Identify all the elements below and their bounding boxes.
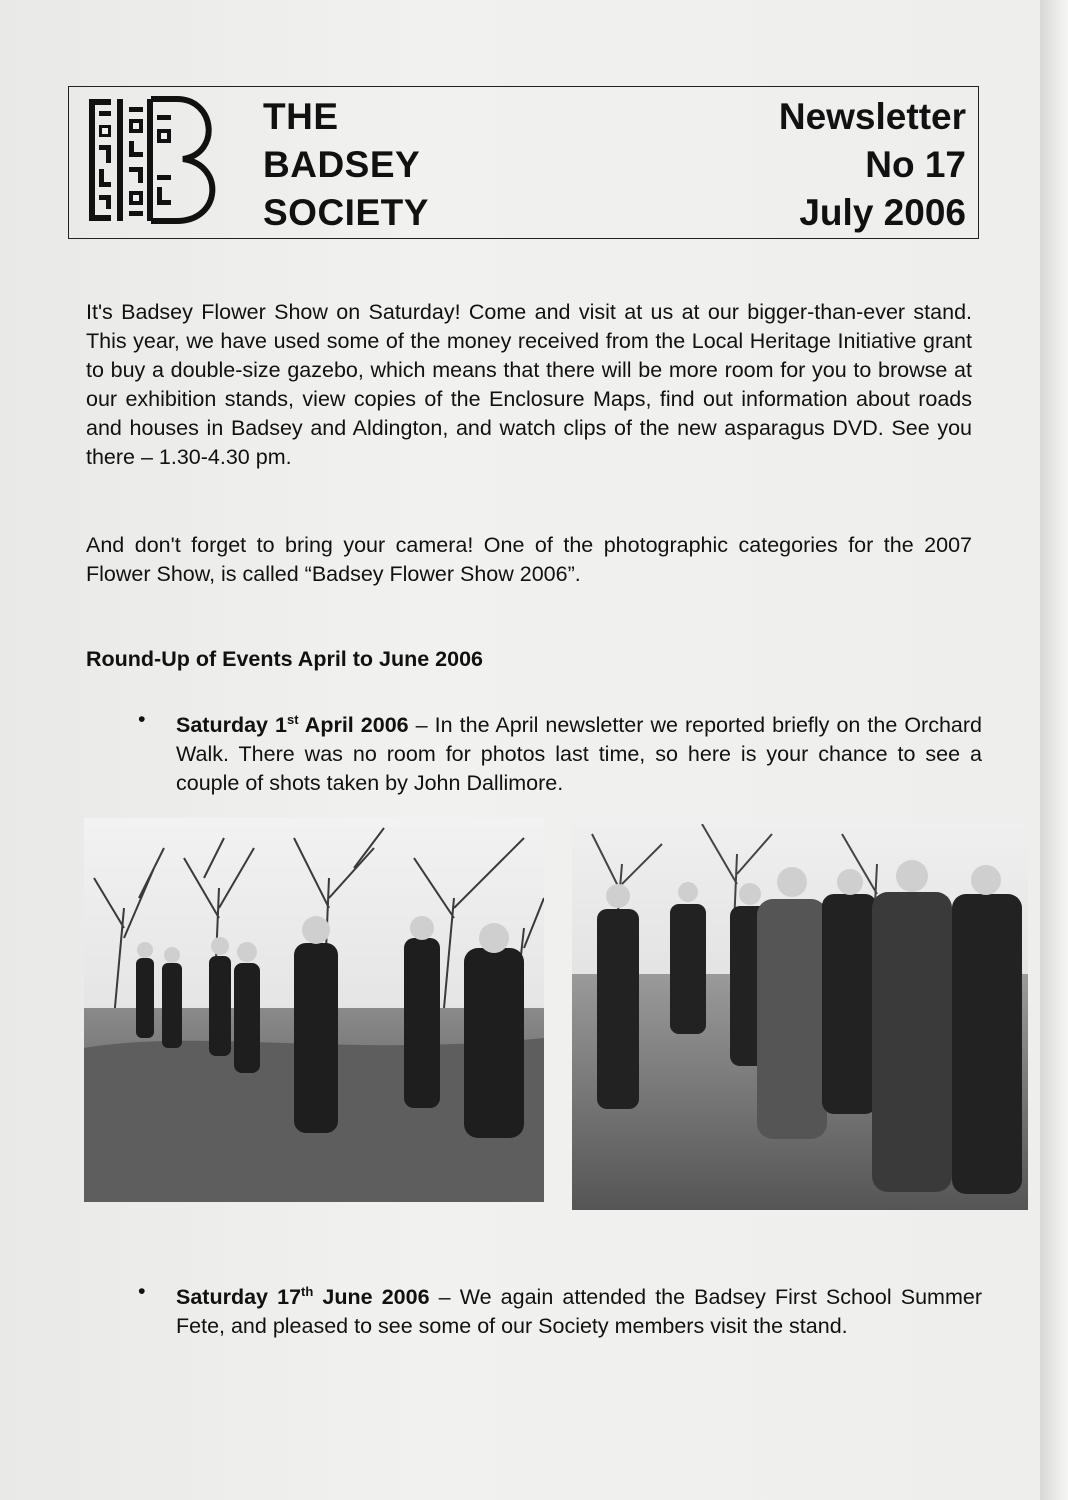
bullet-icon: • (138, 707, 146, 731)
section-heading: Round-Up of Events April to June 2006 (86, 647, 483, 671)
event-item-june (138, 1277, 982, 1341)
orchard-walk-photo-1 (84, 818, 544, 1202)
event-text (176, 1277, 982, 1341)
masthead (68, 86, 979, 239)
event-date: Saturday 1st April 2006 (176, 712, 409, 738)
issue-date: July 2006 (799, 192, 966, 233)
event-date: Saturday 17th June 2006 (176, 1284, 430, 1310)
event-text (176, 705, 982, 798)
society-name-line-3: SOCIETY (263, 192, 429, 233)
issue-info (779, 93, 966, 237)
event-description: – In the April newsletter we reported briefly on the Orchard Walk. There was no room for photos last time, so here is your chance to see a couple of shots taken by John Dallimore. (176, 713, 982, 796)
issue-title: Newsletter (778, 96, 966, 137)
intro-paragraph: It's Badsey Flower Show on Saturday! Come and visit at us at our bigger-than-ever stand. This year, we have used some of the money received from the Local Heritage Initiative grant to buy a double-size gazebo, which means that there will be more room for you to browse at our exhibition stands, view copies of the Enclosure Maps, find out information about roads and houses in Badsey and Aldington, and watch clips of the new asparagus DVD. See you there – 1.30-4.30 pm. (86, 300, 972, 469)
badsey-society-logo (85, 93, 225, 227)
orchard-walk-photo-2 (572, 824, 1028, 1210)
event-description: – We again attended the Badsey First School Summer Fete, and pleased to see some of our Society members visit the stand. (176, 1285, 982, 1339)
issue-number: No 17 (865, 144, 966, 185)
society-name-line-1: THE (263, 96, 339, 137)
camera-paragraph: And don't forget to bring your camera! One of the photographic categories for the 2007 Flower Show, is called “Badsey Flower Show 2006”. (86, 533, 972, 586)
event-item-april (138, 705, 982, 798)
bullet-icon: • (138, 1279, 146, 1303)
page-edge (1040, 0, 1068, 1500)
society-name (263, 93, 429, 237)
society-name-line-2: BADSEY (263, 144, 421, 185)
